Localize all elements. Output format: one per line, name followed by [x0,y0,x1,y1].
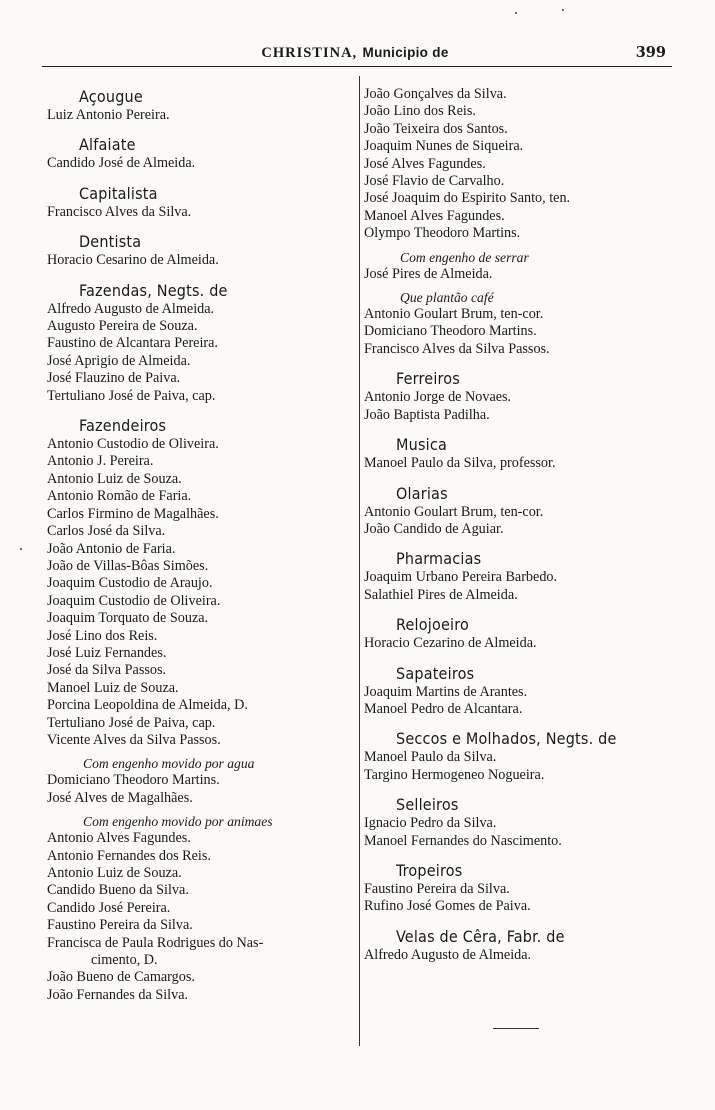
section-heading: Relojoeiro [396,615,469,635]
section-seccos-e-molhados-negts-de [364,728,674,784]
directory-entry: José Alves Fagundes. [364,155,486,172]
section-heading: Ferreiros [396,369,460,389]
print-speck [20,548,22,550]
section-heading: Seccos e Molhados, Negts. de [396,729,617,749]
directory-entry: Targino Hermogeneo Nogueira. [364,766,545,783]
directory-entry: Horacio Cezarino de Almeida. [364,635,537,652]
print-speck [562,9,564,11]
directory-entry: Joaquim Nunes de Siqueira. [364,138,524,155]
directory-entry: Rufino José Gomes de Paiva. [364,898,531,915]
directory-entry: Augusto Pereira de Souza. [47,318,198,335]
directory-entry: Antonio Alves Fagundes. [47,830,191,847]
directory-entry: Joaquim Martins de Arantes. [364,683,528,700]
section-heading: Açougue [79,87,143,106]
section-heading: Capitalista [79,183,158,203]
directory-entry: Porcina Leopoldina de Almeida, D. [47,697,248,714]
directory-entry: Francisca de Paula Rodrigues do Nas- [47,934,264,951]
section-continued [364,86,674,243]
section-subheading: Com engenho de serrar [400,249,529,265]
directory-entry: Ignacio Pedro da Silva. [364,815,497,832]
directory-entry: Manoel Fernandes do Nascimento. [364,832,562,849]
directory-entry: João Bueno de Camargos. [47,969,195,986]
section-heading: Fazendeiros [79,416,167,436]
directory-entry: João Candido de Aguiar. [364,520,504,537]
section-com-engenho-movido-por-animaes [47,813,360,1004]
directory-entry: Faustino de Alcantara Pereira. [47,335,218,352]
end-rule [493,1028,539,1029]
directory-entry: Faustino Pereira da Silva. [47,917,193,934]
directory-entry: Antonio Goulart Brum, ten-cor. [364,503,544,520]
section-com-engenho-movido-por-agua [47,755,360,807]
directory-entry: José Alves de Magalhães. [47,789,193,806]
section-fazendas-negts-de [47,280,360,405]
directory-entry: Antonio Jorge de Novaes. [364,389,512,406]
directory-entry: João Gonçalves da Silva. [364,86,507,102]
print-speck [515,12,517,14]
directory-entry: Antonio Luiz de Souza. [47,470,182,487]
section-velas-de-cera-fabr-de [364,926,674,964]
directory-entry: Manoel Paulo da Silva. [364,749,497,766]
right-column [364,86,674,964]
directory-entry: Alfredo Augusto de Almeida. [364,946,532,963]
section-heading: Selleiros [396,795,459,815]
directory-entry: Olympo Theodoro Martins. [364,225,521,242]
section-heading: Fazendas, Negts. de [79,280,228,300]
directory-entry: José Joaquim do Espirito Santo, ten. [364,190,571,207]
directory-entry: José Flavio de Carvalho. [364,173,505,190]
section-olarias [364,483,674,539]
directory-entry: Antonio Fernandes dos Reis. [47,847,211,864]
section-heading: Tropeiros [396,860,463,880]
section-heading: Dentista [79,232,142,252]
running-title [40,44,670,62]
section-tropeiros [364,860,674,916]
section-com-engenho-de-serrar [364,249,674,283]
directory-entry: Manoel Pedro de Alcantara. [364,700,523,717]
section-sapateiros [364,663,674,719]
header-rule [42,66,672,67]
directory-entry: Candido José Pereira. [47,899,171,916]
directory-entry: Tertuliano José de Paiva, cap. [47,714,216,731]
municipio-label: Municipio de [362,45,449,60]
directory-entry: João Antonio de Faria. [47,540,176,557]
directory-entry: Candido José de Almeida. [47,155,196,172]
directory-entry: Antonio Custodio de Oliveira. [47,436,219,453]
left-column [47,86,360,1004]
directory-entry: Antonio Romão de Faria. [47,488,192,505]
section-heading: Velas de Cêra, Fabr. de [396,926,565,946]
directory-entry: Francisco Alves da Silva Passos. [364,340,550,357]
directory-entry: Tertuliano José de Paiva, cap. [47,387,216,404]
directory-entry: João Lino dos Reis. [364,103,476,120]
section-capitalista [47,183,360,221]
directory-entry: Alfredo Augusto de Almeida. [47,300,215,317]
directory-entry: Antonio Goulart Brum, ten-cor. [364,306,544,323]
section-subheading: Que plantão café [400,290,494,306]
section-heading: Musica [396,435,447,455]
directory-entry: Candido Bueno da Silva. [47,882,189,899]
directory-entry: José Luiz Fernandes. [47,644,167,661]
section-subheading: Com engenho movido por animaes [83,814,273,830]
section-relojoeiro [364,614,674,652]
section-selleiros [364,794,674,850]
directory-entry: Manoel Paulo da Silva, professor. [364,455,556,472]
section-pharmacias [364,548,674,604]
section-dentista [47,231,360,269]
directory-entry: Horacio Cesarino de Almeida. [47,252,219,269]
directory-entry: Carlos José da Silva. [47,523,166,540]
page-header [40,44,670,66]
directory-entry: Manoel Alves Fagundes. [364,207,505,224]
directory-entry: Salathiel Pires de Almeida. [364,586,518,603]
section-fazendeiros [47,415,360,749]
section-heading: Pharmacias [396,549,482,569]
section-subheading: Com engenho movido por agua [83,756,255,772]
section-heading: Sapateiros [396,663,475,683]
directory-entry: José Lino dos Reis. [47,627,158,644]
town-title: CHRISTINA, [261,45,358,61]
directory-entry: José Aprigio de Almeida. [47,352,191,369]
section-que-plantao-cafe [364,289,674,358]
directory-entry: Francisco Alves da Silva. [47,203,192,220]
directory-entry: Carlos Firmino de Magalhães. [47,505,219,522]
directory-entry: João Teixeira dos Santos. [364,120,508,137]
column-divider [359,76,360,1046]
directory-entry: Joaquim Custodio de Oliveira. [47,592,221,609]
directory-entry: João Baptista Padilha. [364,406,490,423]
directory-entry: Joaquim Urbano Pereira Barbedo. [364,569,558,586]
directory-entry: João Fernandes da Silva. [47,986,189,1003]
page-number: 399 [635,44,666,61]
directory-entry: Manoel Luiz de Souza. [47,679,179,696]
directory-entry: Antonio J. Pereira. [47,453,154,470]
directory-entry: Luiz Antonio Pereira. [47,107,170,123]
directory-entry: Joaquim Torquato de Souza. [47,610,209,627]
directory-entry: Faustino Pereira da Silva. [364,880,510,897]
directory-entry: José Flauzino de Paiva. [47,370,181,387]
directory-entry: Domiciano Theodoro Martins. [47,772,220,789]
section-musica [364,434,674,472]
directory-entry: José Pires de Almeida. [364,265,493,282]
section-heading: Alfaiate [79,135,136,155]
section-heading: Olarias [396,483,448,503]
directory-entry: João de Villas-Bôas Simões. [47,557,209,574]
directory-entry: Domiciano Theodoro Martins. [364,323,537,340]
section-ferreiros [364,368,674,424]
section-alfaiate [47,134,360,172]
directory-entry: Joaquim Custodio de Araujo. [47,575,213,592]
directory-entry: José da Silva Passos. [47,662,167,679]
directory-entry: Vicente Alves da Silva Passos. [47,731,221,748]
directory-entry: Antonio Luiz de Souza. [47,865,182,881]
directory-entry: cimento, D. [91,952,158,969]
section-acougue [47,86,360,124]
